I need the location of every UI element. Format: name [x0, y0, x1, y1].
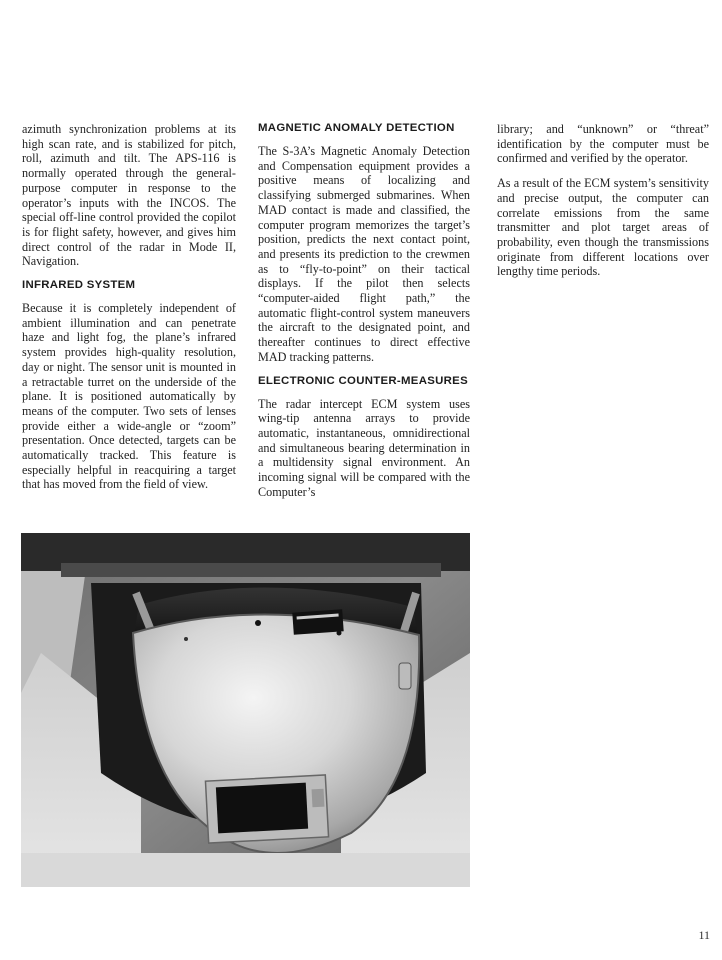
ecm-heading: ELECTRONIC COUNTER-MEASURES — [258, 374, 468, 387]
column-1 — [22, 122, 236, 502]
infrared-paragraph: Because it is completely independent of ambient illumination and can penetrate haze and light fog, the plane’s infrared system provides high-quality resolution, day or night. The sensor unit is mounted in a retractable turret on the underside of the plane. It is positioned automatically by means of the computer. Two sets of lenses provide either a wide-angle or “zoom” presentation. Once detected, targets can be automatically tracked. This feature is especially helpful in reacquiring a target that has moved from the field of view. — [22, 301, 236, 492]
column-3 — [497, 122, 709, 289]
ecm-paragraph: The radar intercept ECM system uses wing-tip antenna arrays to provide automatic, instantaneous, omnidirectional and simultaneous bearing determination in a multidensity signal environment. An incoming signal will be compared with the Computer’s — [258, 396, 470, 499]
ecm-correlation-paragraph: As a result of the ECM system’s sensitivity and precise output, the computer can correlate emissions from the same transmitter and plot target areas of probability, even though the transmissions originate from different locations over lengthy time periods. — [497, 176, 709, 279]
column-2 — [258, 122, 470, 509]
mad-paragraph: The S-3A’s Magnetic Anomaly Detection and Compensation equipment provides a positive means of localizing and classifying submerged submarines. When MAD contact is made and classified, the computer program memorizes the target’s position, predicts the next contact point, and presents its prediction to the crewmen as to “fly-to-point” on their tactical displays. If the pilot then selects “computer-aided flight path,” the automatic flight-control system maneuvers the aircraft to the designated point, and thereafter continues to direct effective MAD tracking patterns. — [258, 144, 470, 364]
photo-illustration — [21, 533, 470, 887]
infrared-turret-photo — [21, 533, 470, 887]
radar-paragraph: azimuth synchronization problems at its high scan rate, and is stabilized for pitch, roll, azimuth and tilt. The APS-116 is normally operated through the general-purpose computer in response to the operator’s inputs with the INCOS. The special off-line control provided the copilot is for flight safety, however, and gives him direct control of the radar in Mode II, Navigation. — [22, 122, 236, 269]
infrared-system-heading: INFRARED SYSTEM — [22, 279, 136, 292]
ecm-continued-paragraph: library; and “unknown” or “threat” identification by the computer must be confirmed and verified by the operator. — [497, 122, 709, 166]
page-number: 11 — [698, 928, 710, 942]
mad-heading: MAGNETIC ANOMALY DETECTION — [258, 122, 455, 134]
